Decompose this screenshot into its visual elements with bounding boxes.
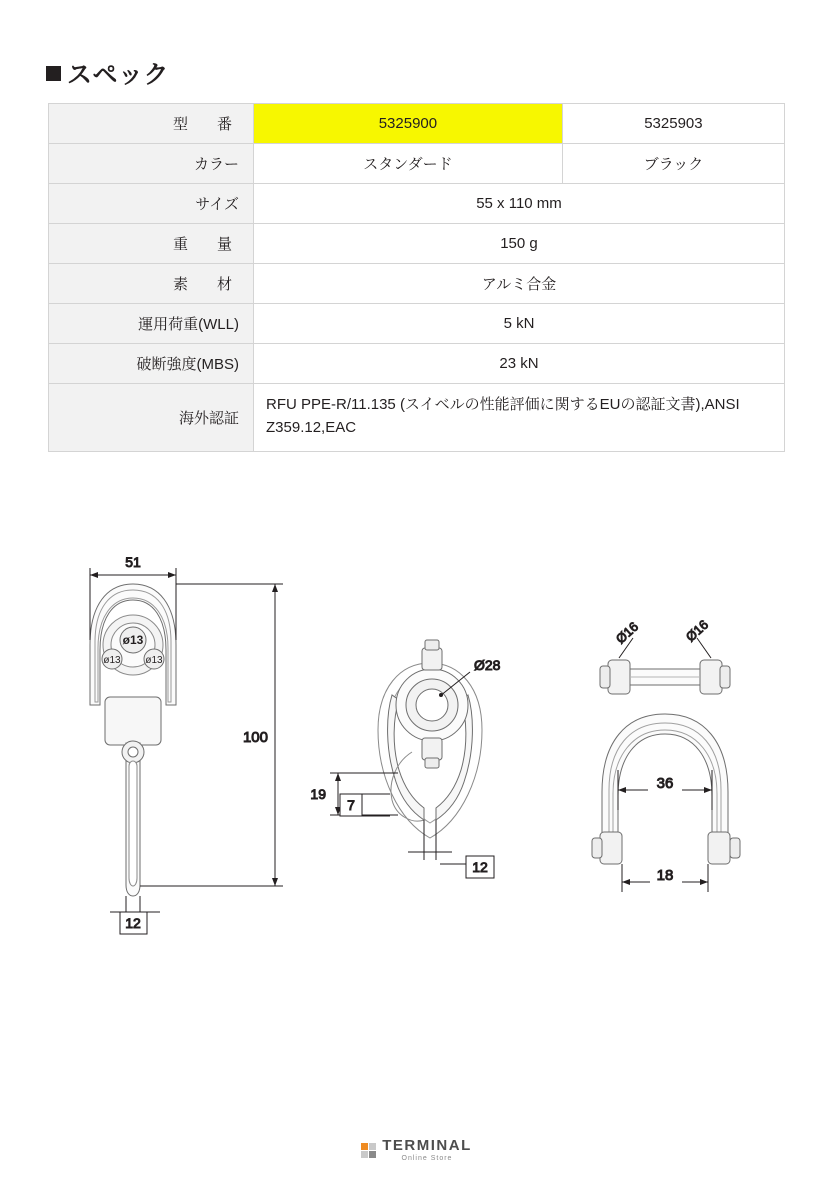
table-row [49,304,785,344]
front-hole-right-label: ø13 [145,655,163,666]
bottom-dim-36-label: 36 [656,775,674,792]
row-value-color-black: ブラック [562,144,784,184]
top-pin-right-label: Ø16 [682,616,712,645]
top-pin-left-label: Ø16 [612,618,642,647]
side-dim-19-label: 19 [310,786,326,802]
row-value-mbs: 23 kN [254,344,785,384]
row-label-color: カラー [49,144,254,184]
logo-main-text: TERMINAL [382,1137,472,1154]
table-row [49,264,785,304]
logo-text [382,1138,472,1162]
table-row [49,344,785,384]
table-row [49,104,785,144]
front-hole-center-label: ø13 [122,633,144,647]
row-label-material: 素 材 [49,264,254,304]
row-label-weight: 重 量 [49,224,254,264]
row-label-wll: 運用荷重(WLL) [49,304,254,344]
technical-drawings [0,520,833,960]
drawing-svg [0,520,833,960]
row-value-color-standard: スタンダード [254,144,563,184]
bottom-view-dim-36 [618,770,712,810]
top-view-pin-dimensions [613,617,711,658]
row-value-certification: RFU PPE-R/11.135 (スイベルの性能評価に関するEUの認証文書),ANSI Z359.12,EAC [254,384,785,452]
logo-sub-text: Online Store [401,1155,453,1162]
footer [0,1138,833,1162]
row-value-wll: 5 kN [254,304,785,344]
logo-squares-icon [361,1143,376,1158]
side-ring-label: Ø28 [474,657,501,673]
row-value-model-standard: 5325900 [254,104,563,144]
page-title [46,55,169,91]
row-label-size: サイズ [49,184,254,224]
row-label-certification: 海外認証 [49,384,254,452]
row-value-material: アルミ合金 [254,264,785,304]
heading-square-icon [46,66,61,81]
row-value-weight: 150 g [254,224,785,264]
table-row [49,384,785,452]
front-height-label: 100 [242,729,268,746]
table-row [49,184,785,224]
page-title-text: スペック [67,61,170,89]
side-dim-12-label: 12 [472,859,488,875]
front-width-label: 51 [125,554,141,570]
row-value-model-black: 5325903 [562,104,784,144]
front-bottom-label: 12 [125,915,141,931]
bottom-dim-18-label: 18 [656,867,674,884]
top-view-pins [600,660,730,694]
side-view-dim-12 [408,820,494,878]
row-value-size: 55 x 110 mm [254,184,785,224]
table-row [49,144,785,184]
side-dim-7-label: 7 [347,797,355,813]
spec-table [48,103,785,452]
row-label-mbs: 破断強度(MBS) [49,344,254,384]
table-row [49,224,785,264]
row-label-model: 型 番 [49,104,254,144]
bottom-view-dim-18 [622,864,708,892]
front-hole-left-label: ø13 [103,655,121,666]
front-view-body [90,584,176,896]
side-view-dim-7 [340,794,390,816]
front-view-bottom-dimension [110,896,160,934]
terminal-logo [361,1138,472,1162]
side-view-body [378,640,482,838]
